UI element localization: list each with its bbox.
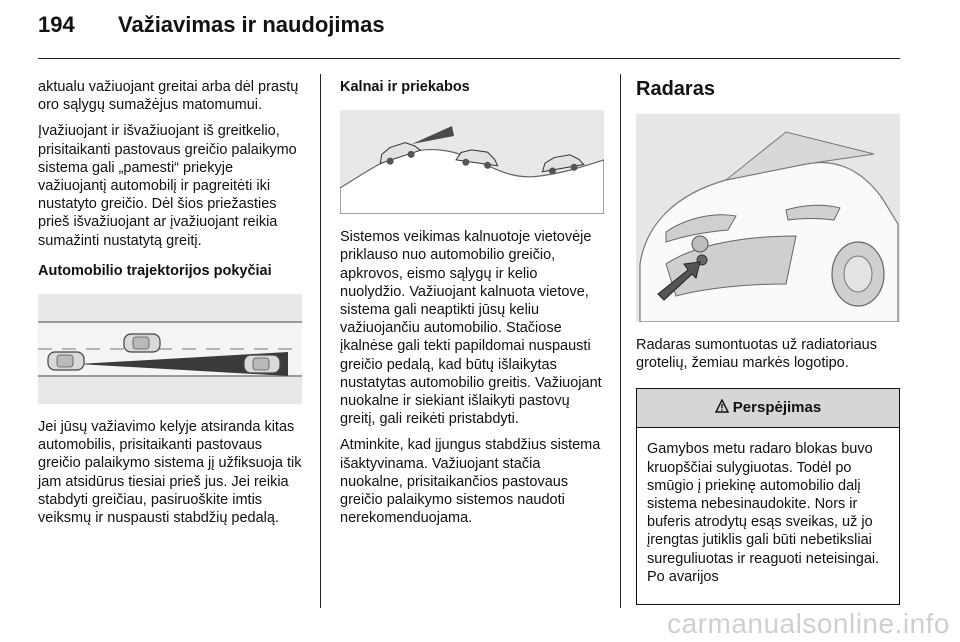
section-heading: Radaras [636, 78, 715, 100]
warning-title: Perspėjimas [732, 399, 822, 417]
paragraph: Įvažiuojant ir išvažiuojant iš greitkelio, prisitaikanti pastovaus greičio palaikymo sistema gali „pamesti“ priekyje važiuojantį automobilį ir pagreitėti iki nustatyto greičio. Dėl šios priežasties prieš išvažiuojant ar įvažiuojant reikia sumažinti nustatytą greitį. [38, 123, 297, 249]
paragraph: aktualu važiuojant greitai arba dėl prastų oro sąlygų sumažėjus matomumui. [38, 79, 299, 114]
column-3 [636, 78, 900, 605]
warning-text: Gamybos metu radaro blokas buvo kruopščiai sulygiuotas. Todėl po smūgio į priekinę automobilio dalį sistema nebesinaudokite. Nors ir buferis atrodytų esąs sveikas, už jo įrengtas jutiklis gali būti nebetiksliai sureguliuotas ir reaguoti neteisingai. Po avarijos [647, 441, 880, 585]
column-divider-1 [320, 74, 321, 608]
paragraph: Radaras sumontuotas už radiatoriaus grotelių, žemiau markės logotipo. [636, 337, 877, 372]
header-rule [38, 58, 900, 59]
brand-logo-icon [692, 236, 708, 252]
section-heading: Automobilio trajektorijos pokyčiai [38, 262, 272, 279]
column-1 [38, 78, 302, 535]
paragraph: Atminkite, kad įjungus stabdžius sistema išaktyvinama. Važiuojant stačia nuokalne, prisitaikančios pastovaus greičio palaikymo sistemos naudoti nerekomenduojama. [340, 437, 601, 527]
watermark: carmanualsonline.info [667, 608, 950, 639]
column-2 [340, 78, 604, 535]
warning-header [637, 389, 899, 428]
page-number: 194 [38, 12, 75, 37]
radar-location-illustration [636, 114, 900, 322]
warning-triangle-icon [715, 399, 729, 418]
car-icon [48, 352, 84, 370]
section-heading: Kalnai ir priekabos [340, 79, 470, 95]
warning-box [636, 388, 900, 605]
paragraph: Jei jūsų važiavimo kelyje atsiranda kitas automobilis, prisitaikanti pastovaus greičio palaikymo sistema jį užfiksuoja tik jam atsidūrus tiesiai prieš jus. Jei reikia stabdyti greičiau, pasiruoškite imtis veiksmų ir nuspausti stabdžių pedalą. [38, 419, 302, 527]
chapter-title: Važiavimas ir naudojimas [118, 12, 385, 37]
car-icon [244, 355, 280, 373]
lane-change-illustration [38, 294, 302, 404]
column-divider-2 [620, 74, 621, 608]
hill-driving-illustration [340, 110, 604, 214]
car-icon [124, 334, 160, 352]
headlight [786, 205, 840, 220]
radar-beam [412, 126, 454, 144]
paragraph: Sistemos veikimas kalnuotoje vietovėje priklauso nuo automobilio greičio, apkrovos, eismo sąlygų ir kelio nuolydžio. Važiuojant kalnuota vietove, sistema gali neaptikti jūsų keliu važiuojančiu automobilio. Stačiose įkalnėse gali tekti papildomai nuspausti greičio pedalą, kad būtų išlaikytas nustatytas automobilio greitis. Važiuojant nuokalne ir siekiant išlaikyti pastovų greitį, gali reikėti pristabdyti. [340, 229, 602, 428]
